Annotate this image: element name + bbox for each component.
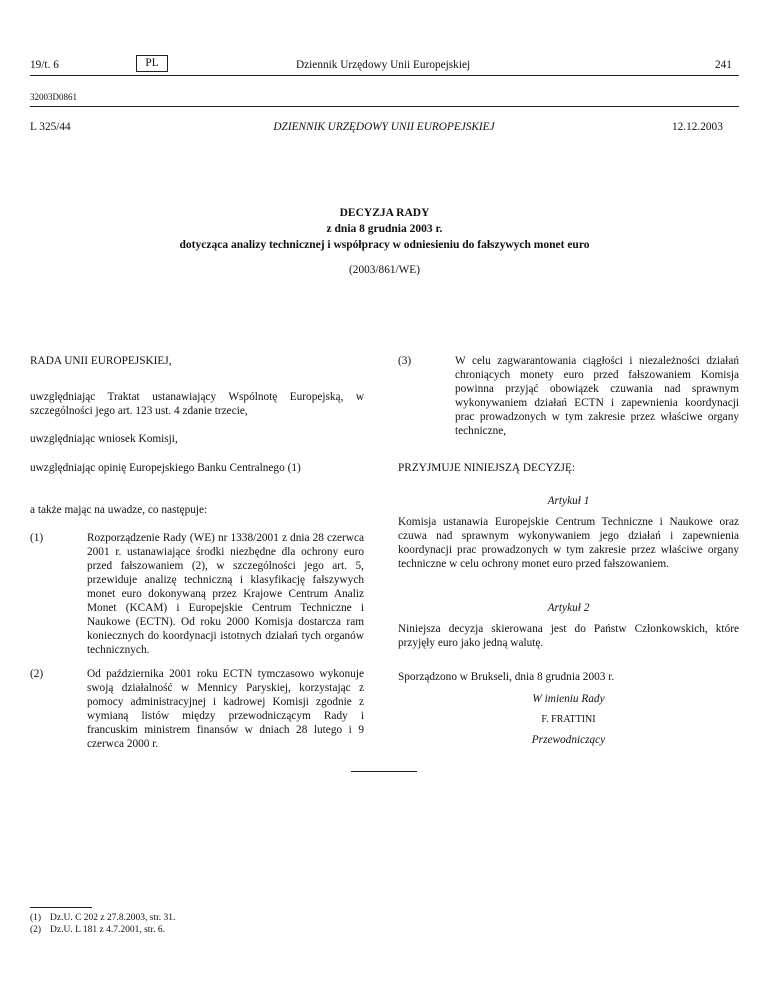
done-at: Sporządzono w Brukseli, dnia 8 grudnia 2003 r. <box>398 671 615 683</box>
footnote-1-text: Dz.U. C 202 z 27.8.2003, str. 31. <box>50 913 176 923</box>
citation-opinion-text: uwzględniając opinię Europejskiego Banku Centralnego <box>30 462 285 474</box>
signatory-role: Przewodniczący <box>531 734 606 746</box>
page-ref: 19/t. 6 <box>30 59 59 71</box>
end-separator <box>351 771 417 772</box>
issue-date: 12.12.2003 <box>672 121 723 133</box>
language-box: PL <box>136 55 168 72</box>
article-2-text: Niniejsza decyzja skierowana jest do Państw Członkowskich, które przyjęły euro jako jedną walutę. <box>398 623 739 649</box>
council-heading: RADA UNII EUROPEJSKIEJ, <box>30 355 172 367</box>
recital-1-number: (1) <box>30 532 44 544</box>
footnote-1 <box>30 912 175 924</box>
footnote-1-number: (1) <box>30 913 42 923</box>
journal-title-caps: DZIENNIK URZĘDOWY UNII EUROPEJSKIEJ <box>273 121 495 133</box>
footnote-2-number: (2) <box>30 925 42 935</box>
recital-2-text: Od października 2001 roku ECTN tymczasowo wykonuje swoją działalność w Mennicy Paryskiej, korzystając z pomocy administracyjnej i kadrowej Komisji zgodnie z wymianą listów między przewodniczącym Rady i francuskim ministrem finansów w dniach 28 lutego i 9 czerwca 2000 r. <box>87 668 364 750</box>
recital-2-number: (2) <box>30 668 44 680</box>
page-number: 241 <box>715 59 732 71</box>
whereas-heading: a także mając na uwadze, co następuje: <box>30 504 208 516</box>
signatory-name: F. FRATTINI <box>541 714 596 725</box>
issue-rule <box>30 106 739 107</box>
recital-1-text: Rozporządzenie Rady (WE) nr 1338/2001 z dnia 28 czerwca 2001 r. ustanawiające środki niezbędne dla ochrony euro przed fałszowaniem (2), w szczególności jego art. 5, przewiduje analizę techniczną i klasyfikację fałszywych monet euro dokonywaną przez Krajowe Centrum Analiz Monet (KCAM) i Europejskie Centrum Techniczne i Naukowe (ECTN). Od roku 2000 Komisja dostarcza ram koniecznych do koordynacji istotnych działań tych organów technicznych. <box>87 532 364 656</box>
decision-subject: dotycząca analizy technicznej i współpracy w odniesieniu do fałszywych monet euro <box>179 239 590 251</box>
footnote-2-text: Dz.U. L 181 z 4.7.2001, str. 6. <box>50 925 165 935</box>
recital-3-number: (3) <box>398 355 412 367</box>
decision-type: DECYZJA RADY <box>339 207 430 219</box>
footnote-ref-1: (1) <box>287 462 301 474</box>
article-1-text: Komisja ustanawia Europejskie Centrum Techniczne i Naukowe oraz czuwa nad sprawnym wykonywaniem jego działań i zapewnienia koordynacji prac prowadzonych w tym zakresie przez właściwe organy techniczne w celu ochrony monet euro przed fałszowaniem. <box>398 516 739 570</box>
celex-number: 32003D0861 <box>30 92 77 102</box>
footnote-rule <box>30 907 92 908</box>
citation-treaty: uwzględniając Traktat ustanawiający Wspólnotę Europejską, w szczególności jego art. 123 ust. 4 zdanie trzecie, <box>30 391 364 417</box>
citation-proposal: uwzględniając wniosek Komisji, <box>30 433 178 445</box>
header-rule <box>30 75 739 76</box>
decision-reference: (2003/861/WE) <box>349 264 420 276</box>
decision-date: z dnia 8 grudnia 2003 r. <box>326 223 443 235</box>
journal-title: Dziennik Urzędowy Unii Europejskiej <box>296 59 471 71</box>
recital-3-text: W celu zagwarantowania ciągłości i niezależności działań chroniących monety euro przed fałszowaniem Komisja powinna przyjąć obowiązek czuwania nad sprawnym wykonywaniem działań ECTN i zapewnienia koordynacji prac prowadzonych w tym zakresie przez właściwe organy techniczne, <box>455 355 739 437</box>
decision-title <box>30 205 739 253</box>
on-behalf-of: W imieniu Rady <box>532 693 605 705</box>
adoption-formula: PRZYJMUJE NINIEJSZĄ DECYZJĘ: <box>398 462 575 474</box>
footnote-2 <box>30 924 175 936</box>
article-1-title: Artykuł 1 <box>547 495 590 507</box>
citation-opinion <box>30 461 364 475</box>
article-2-title: Artykuł 2 <box>547 602 590 614</box>
issue-ref: L 325/44 <box>30 121 71 133</box>
footnotes <box>30 912 175 936</box>
